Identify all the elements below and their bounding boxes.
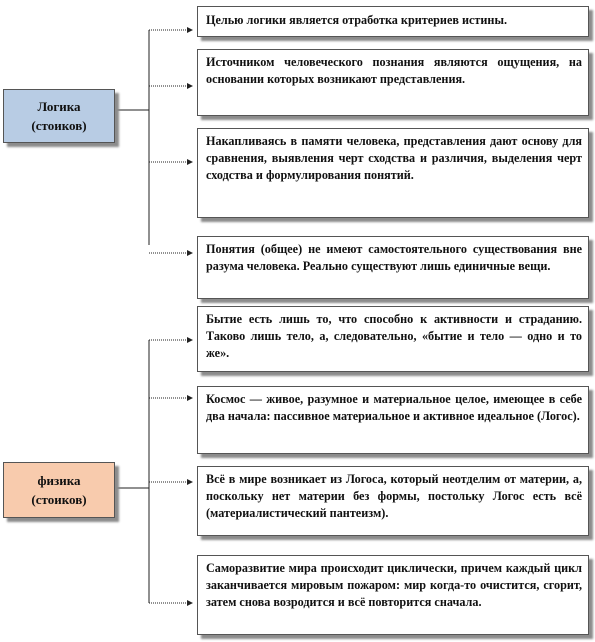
physics-statement-3: Всё в мире возникает из Логоса, который неотделим от материи, а, поскольку нет материи без формы, постольку Логос есть всё (материалистический пантеизм). [197,466,589,536]
logic-statement-1: Целью логики является отработка критериев истины. [197,6,589,37]
logic-statement-2: Источником человеческого познания являются ощущения, на основании которых возникают представления. [197,49,589,116]
logic-category-box [3,89,115,143]
physics-statement-4: Саморазвитие мира происходит циклически, причем каждый цикл заканчивается мировым пожаром: мир когда-то очистится, сгорит, затем снова возродится и всё повторится сначала. [197,555,589,635]
logic-title: Логика [37,99,81,114]
physics-statement-2: Космос — живое, разумное и материальное целое, имеющее в себе два начала: пассивное материальное и активное идеальное (Логос). [197,386,589,454]
physics-category-box [3,462,115,518]
physics-statement-1: Бытие есть лишь то, что способно к активности и страданию. Таково лишь тело, а, следовательно, «бытие и тело — одно и то же». [197,306,589,372]
physics-title: физика [37,473,81,488]
logic-statement-3: Накапливаясь в памяти человека, представления дают основу для сравнения, выявления черт сходства и различия, выделения черт сходства и формулирования понятий. [197,128,589,218]
logic-statement-4: Понятия (общее) не имеют самостоятельного существования вне разума человека. Реально существуют лишь единичные вещи. [197,236,589,299]
logic-subtitle: (стоиков) [31,118,87,133]
physics-subtitle: (стоиков) [31,492,87,507]
